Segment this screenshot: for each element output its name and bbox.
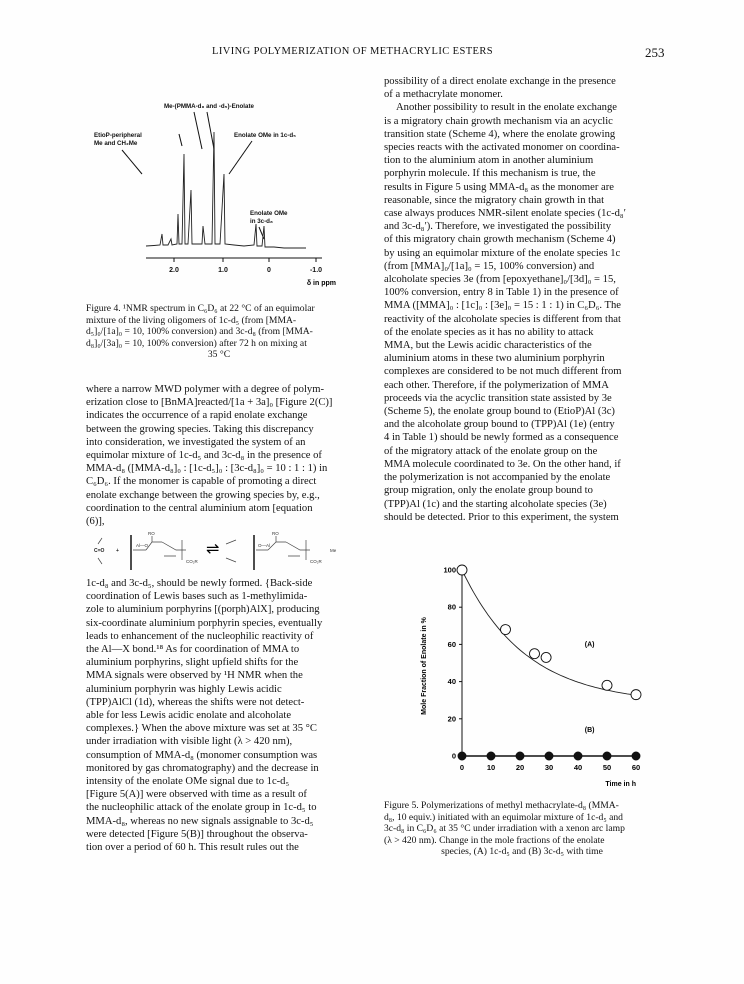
label-me-pmma: Me-(PMMA-d₈ and -d₅)-Enolate xyxy=(164,103,254,110)
text-line: under irradiation with visible light (λ > 420 nm), xyxy=(86,736,293,748)
svg-text:O—Al: O—Al xyxy=(258,543,271,548)
caption-line: (λ > 420 nm). Change in the mole fractions of the enolate xyxy=(384,834,605,846)
series-a-point xyxy=(457,565,467,575)
svg-text:CO₂R: CO₂R xyxy=(310,559,322,564)
text-line: proceeds via the acyclic transition state assisted by 3e xyxy=(384,392,612,404)
series-a-label: (A) xyxy=(584,641,595,649)
svg-text:RO: RO xyxy=(148,531,155,536)
text-line: able for less Lewis acidic enolate and alcoholate xyxy=(86,710,292,722)
left-column-upper xyxy=(86,383,354,528)
text-line: equimolar mixture of 1c-d₅ and 3c-d₈ in the presence of xyxy=(86,450,322,462)
text-line: the Al—X bond.¹⁸ As for coordination of MMA to xyxy=(86,644,300,656)
x-tick-label: 0 xyxy=(459,763,465,772)
caption-line: 35 °C xyxy=(207,349,231,361)
caption-line: Figure 4. ¹NMR spectrum in C₆D₆ at 22 °C of an equimolar xyxy=(86,303,315,314)
label-enolate-1c: Enolate OMe in 1c-d₅ xyxy=(234,132,296,139)
text-line: the polymerization is not accompanied by the enolate xyxy=(384,472,611,484)
svg-text:Al—O: Al—O xyxy=(136,543,149,548)
text-line: indicates the occurrence of a rapid enolate exchange xyxy=(86,410,308,422)
text-line: 100% conversion, entry 8 in Table 1) in the presence of xyxy=(384,287,619,299)
text-line: between the growing species. Taking this discrepancy xyxy=(86,423,314,435)
series-b-point xyxy=(574,752,582,760)
label-enolate-3c-1: Enolate OMe xyxy=(250,210,288,217)
text-line: the nucleophilic attack of the enolate group in 1c-d₅ to xyxy=(86,802,317,814)
figure-5-caption xyxy=(384,800,660,858)
y-tick-label: 60 xyxy=(447,639,456,649)
pointer-me-left xyxy=(194,112,202,149)
figure-4 xyxy=(84,94,354,294)
pointer-me-right xyxy=(207,112,214,149)
pointer-etiop xyxy=(122,150,142,174)
y-tick-label: 80 xyxy=(447,602,456,612)
text-line: should be detected. Prior to this experiment, the system xyxy=(384,511,619,523)
series-b-point xyxy=(545,752,553,760)
text-line: monitored by gas chromatography) and the decrease in xyxy=(86,762,319,774)
eq-plus: + xyxy=(116,548,119,554)
text-line: of this migratory chain growth mechanism (Scheme 4) xyxy=(384,234,616,246)
text-line: possibility of a direct enolate exchange in the presence xyxy=(384,76,616,87)
caption-line: mixture of the living oligomers of 1c-d₅ (from [MMA- xyxy=(86,314,297,326)
series-b-label: (B) xyxy=(584,726,595,734)
text-line: MMA-d₈ ([MMA-d₈]₀ : [1c-d₅]₀ : [3c-d₈]₀ = 10 : 1 : 1) in xyxy=(86,463,328,475)
axis-label-ppm: δ in ppm xyxy=(306,280,336,287)
text-line: (6)], xyxy=(86,516,105,528)
caption-line: species, (A) 1c-d₅ and (B) 3c-d₅ with time xyxy=(441,846,603,858)
eq-arrow: ⇌ xyxy=(206,539,220,558)
x-tick-label: 40 xyxy=(573,763,583,772)
label-enolate-3c-2: in 3c-d₈ xyxy=(250,218,273,225)
text-line: Another possibility to result in the enolate exchange xyxy=(396,102,617,114)
caption-line: d₅]₀/[1a]₀ = 10, 100% conversion) and 3c-d₈ (from [MMA- xyxy=(86,326,313,338)
left-column-lower xyxy=(86,577,354,854)
series-b-point xyxy=(458,752,466,760)
text-line: zole to aluminium porphyrins [(porph)AlX], producing xyxy=(86,604,320,616)
text-line: (TPP)Al (1c) and the starting alcoholate species (3e) xyxy=(384,498,607,510)
text-line: of the migratory attack of the enolate group on the xyxy=(384,445,598,457)
series-a-point xyxy=(530,649,540,659)
svg-text:Me: Me xyxy=(330,548,337,553)
text-line: reasonable, since the migratory chain growth in that xyxy=(384,194,605,206)
text-line: by using an equimolar mixture of the enolate species 1c xyxy=(384,247,621,259)
text-line: complexes.} When the above mixture was set at 35 °C xyxy=(86,723,317,735)
text-line: coordination of Lewis bases such as 1-methylimida- xyxy=(86,591,308,603)
text-line: reactivity of the alcoholate species is different from that xyxy=(384,313,621,325)
label-etiop-2: Me and CH₂Me xyxy=(94,140,138,147)
text-line: alcoholate species 3e (from [epoxyethane]₀/[3d]₀ = 15, xyxy=(384,274,616,286)
text-line: (from [MMA]₀/[1a]₀ = 15, 100% conversion) and xyxy=(384,260,595,272)
text-line: of the enolate species as it has no ability to attack xyxy=(384,326,594,338)
text-line: tion over a period of 60 h. This result rules out the xyxy=(86,842,299,854)
text-line: consumption of MMA-d₈ (monomer consumption was xyxy=(86,749,318,761)
text-line: and the alcoholate group bound to (TPP)Al (1e) (entry xyxy=(384,419,615,431)
text-line: transition state (Scheme 4), where the enolate growing xyxy=(384,128,616,140)
text-line: (TPP)AlCl (1d), whereas the shifts were not detect- xyxy=(86,696,305,708)
figure-5 xyxy=(414,560,654,796)
text-line: where a narrow MWD polymer with a degree of polym- xyxy=(86,384,324,395)
x-tick-label: 10 xyxy=(486,763,496,772)
series-b-point xyxy=(487,752,495,760)
text-line: species reacts with the activated monomer on coordina- xyxy=(384,142,620,154)
tick-minus-1: -1.0 xyxy=(309,267,323,274)
figure-5-chart xyxy=(414,560,654,796)
text-line: enolate exchange between the growing species by, e.g., xyxy=(86,489,320,501)
text-line: (Scheme 5), the enolate group bound to (EtioP)Al (3c) xyxy=(384,406,615,418)
y-tick-label: 20 xyxy=(447,714,456,724)
text-line: 1c-d₈ and 3c-d₅, should be newly formed. {Back-side xyxy=(86,578,313,589)
series-b-point xyxy=(603,752,611,760)
x-tick-label: 60 xyxy=(631,763,641,772)
text-line: erization close to [BnMA]reacted/[1a + 3a]₀ [Figure 2(C)] xyxy=(86,397,333,409)
y-tick-label: 100 xyxy=(443,565,456,575)
text-line: leads to enhancement of the nucleophilic reactivity of xyxy=(86,630,314,642)
text-line: tion to the aluminium atom in another aluminium xyxy=(384,155,594,167)
svg-text:RO: RO xyxy=(272,531,279,536)
text-line: coordination to the central aluminium atom [equation xyxy=(86,502,313,514)
text-line: into consideration, we investigated the system of an xyxy=(86,436,306,448)
text-line: MMA molecule coordinated to 3e. On the other hand, if xyxy=(384,458,621,470)
right-column xyxy=(384,75,660,524)
figure-4-caption xyxy=(86,303,352,361)
label-etiop-1: EtioP-peripheral xyxy=(94,132,142,139)
series-a-point xyxy=(602,680,612,690)
text-line: MMA ([MMA]₀ : [1c]₀ : [3e]₀ = 15 : 1 : 1) in C₆D₆. The xyxy=(384,300,621,312)
text-line: results in Figure 5 using MMA-d₈ as the monomer are xyxy=(384,181,614,193)
text-line: were detected [Figure 5(B)] throughout the observa- xyxy=(86,828,308,840)
text-line: MMA-d₈, whereas no new signals assignable to 3c-d₅ xyxy=(86,815,314,827)
running-title: LIVING POLYMERIZATION OF METHACRYLIC ESTERS xyxy=(212,46,493,57)
series-a-point xyxy=(541,652,551,662)
text-line: MMA signals were observed by ¹H NMR when the xyxy=(86,670,303,682)
page-number: 253 xyxy=(645,45,665,60)
y-axis-label: Mole Fraction of Enolate in % xyxy=(421,617,428,715)
text-line: C₆D₆. If the monomer is capable of promoting a direct xyxy=(86,476,317,488)
caption-line: 3c-d₈ in C₆D₆ at 35 °C under irradiation with a xenon arc lamp xyxy=(384,823,625,835)
x-tick-label: 20 xyxy=(515,763,525,772)
equation-scheme xyxy=(86,530,356,580)
caption-line: Figure 5. Polymerizations of methyl methacrylate-d₈ (MMA- xyxy=(384,800,619,811)
series-b-point xyxy=(632,752,640,760)
series-a-point xyxy=(631,690,641,700)
text-line: is a migratory chain growth mechanism via an acyclic xyxy=(384,115,613,127)
series-a-curve xyxy=(462,570,636,695)
svg-text:CO₂R: CO₂R xyxy=(186,559,198,564)
running-header xyxy=(0,46,744,62)
y-tick-label: 40 xyxy=(447,677,456,687)
caption-line: d₈, 10 equiv.) initiated with an equimolar mixture of 1c-d₅ and xyxy=(384,811,623,823)
text-line: case always produces NMR-silent enolate species (1c-d₈′ xyxy=(384,208,626,220)
tick-0: 0 xyxy=(267,267,271,274)
text-line: each other. Therefore, if the polymerization of MMA xyxy=(384,379,609,391)
nmr-spectrum xyxy=(84,94,354,294)
x-axis-label: Time in h xyxy=(605,781,636,788)
y-tick-label: 0 xyxy=(451,751,456,761)
tick-1: 1.0 xyxy=(218,267,228,274)
text-line: of a methacrylate monomer. xyxy=(384,89,503,101)
pointer-small xyxy=(179,134,182,146)
text-line: aluminium porphyrins, slight upfield shifts for the xyxy=(86,657,299,669)
text-line: aluminium porphyrin was highly Lewis acidic xyxy=(86,683,282,695)
text-line: six-coordinate aluminium porphyrin species, eventually xyxy=(86,617,323,629)
text-line: and 3c-d₈′). Therefore, we investigated the possibility xyxy=(384,221,612,233)
text-line: group migration, only the enolate group bound to xyxy=(384,485,593,497)
text-line: complexes are considered to be not much different from xyxy=(384,366,622,378)
eq-left-group: C=O xyxy=(94,548,105,554)
text-line: MMA, but the Lewis acidic characteristics of the xyxy=(384,340,592,352)
pointer-enolate-1c xyxy=(229,141,252,174)
text-line: porphyrin molecule. If this mechanism is true, the xyxy=(384,168,596,180)
caption-line: d₈]₀/[3a]₀ = 10, 100% conversion) after 72 h on mixing at xyxy=(86,337,307,349)
series-a-point xyxy=(501,625,511,635)
text-line: 4 in Table 1) should be newly formed as a consequence xyxy=(384,432,619,444)
x-tick-label: 30 xyxy=(544,763,554,772)
series-b-point xyxy=(516,752,524,760)
text-line: aluminium atoms in these two aluminium porphyrin xyxy=(384,353,605,365)
text-line: intensity of the enolate OMe signal due to 1c-d₅ xyxy=(86,776,290,788)
x-tick-label: 50 xyxy=(602,763,612,772)
equation-6 xyxy=(86,530,356,580)
tick-2: 2.0 xyxy=(169,267,179,274)
spectrum-trace xyxy=(146,132,306,248)
text-line: [Figure 5(A)] were observed with time as a result of xyxy=(86,789,307,801)
